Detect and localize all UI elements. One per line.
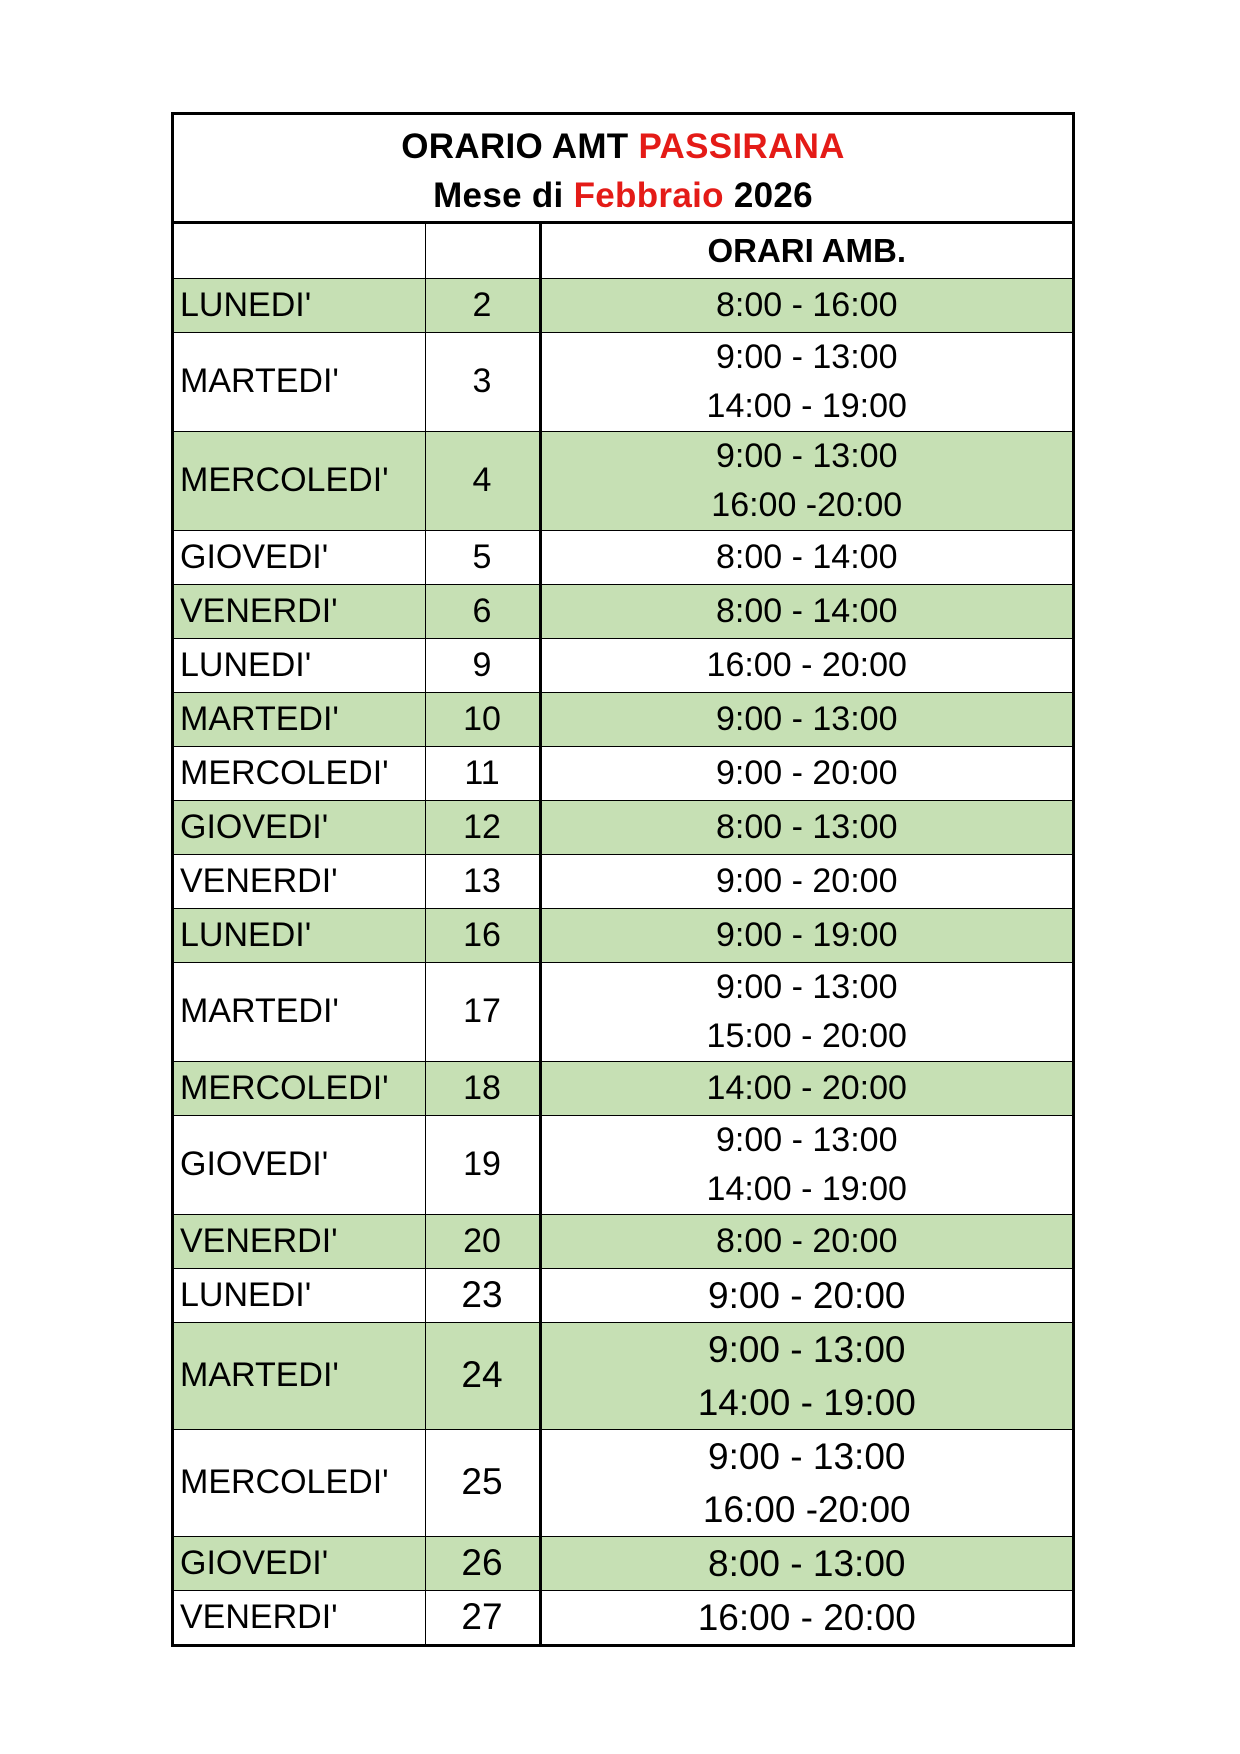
row-date: 11	[425, 746, 540, 800]
row-day: LUNEDI'	[174, 278, 425, 332]
row-day: MERCOLEDI'	[174, 431, 425, 530]
row-date: 9	[425, 638, 540, 692]
time-slot: 9:00 - 13:00	[708, 1328, 906, 1370]
row-day: LUNEDI'	[174, 908, 425, 962]
row-hours	[540, 1268, 1072, 1322]
row-date: 17	[425, 962, 540, 1061]
table-row	[174, 746, 1072, 800]
row-hours	[540, 1429, 1072, 1536]
time-slot: 9:00 - 13:00	[716, 1120, 898, 1159]
table-row	[174, 638, 1072, 692]
time-slot: 14:00 - 19:00	[706, 386, 907, 425]
table-row	[174, 1115, 1072, 1214]
row-hours	[540, 1115, 1072, 1214]
time-slot: 15:00 - 20:00	[706, 1016, 907, 1055]
row-date: 16	[425, 908, 540, 962]
time-slot: 9:00 - 13:00	[716, 699, 898, 738]
row-date: 23	[425, 1268, 540, 1322]
table-row	[174, 1322, 1072, 1429]
row-date: 3	[425, 332, 540, 431]
row-day: MARTEDI'	[174, 1322, 425, 1429]
row-hours	[540, 332, 1072, 431]
time-slot: 9:00 - 20:00	[716, 861, 898, 900]
time-slot: 16:00 -20:00	[702, 1488, 911, 1530]
row-hours	[540, 1590, 1072, 1644]
row-hours	[540, 1214, 1072, 1268]
time-slot: 16:00 - 20:00	[706, 645, 907, 684]
row-hours	[540, 530, 1072, 584]
row-date: 20	[425, 1214, 540, 1268]
table-row	[174, 800, 1072, 854]
time-slot: 9:00 - 13:00	[716, 436, 898, 475]
row-day: GIOVEDI'	[174, 800, 425, 854]
time-slot: 14:00 - 19:00	[706, 1169, 907, 1208]
row-day: VENERDI'	[174, 1590, 425, 1644]
row-date: 2	[425, 278, 540, 332]
table-row	[174, 1061, 1072, 1115]
schedule-sheet	[171, 112, 1075, 1647]
title-line-2	[174, 171, 1072, 221]
table-row	[174, 431, 1072, 530]
time-slot: 8:00 - 13:00	[708, 1542, 906, 1584]
row-day: LUNEDI'	[174, 1268, 425, 1322]
header-hours: ORARI AMB.	[540, 224, 1072, 278]
time-slot: 16:00 -20:00	[711, 485, 903, 524]
row-date: 24	[425, 1322, 540, 1429]
header-row	[174, 224, 1072, 278]
month-prefix: Mese di	[433, 176, 574, 215]
row-day: GIOVEDI'	[174, 1115, 425, 1214]
header-date	[425, 224, 540, 278]
table-row	[174, 692, 1072, 746]
row-date: 18	[425, 1061, 540, 1115]
table-row	[174, 278, 1072, 332]
row-day: MARTEDI'	[174, 962, 425, 1061]
time-slot: 16:00 - 20:00	[697, 1596, 916, 1638]
table-row	[174, 1268, 1072, 1322]
row-hours	[540, 692, 1072, 746]
row-hours	[540, 1061, 1072, 1115]
table-row	[174, 962, 1072, 1061]
row-day: GIOVEDI'	[174, 530, 425, 584]
title-prefix: ORARIO AMT	[401, 127, 639, 166]
row-day: MERCOLEDI'	[174, 1061, 425, 1115]
row-date: 10	[425, 692, 540, 746]
row-date: 19	[425, 1115, 540, 1214]
row-day: VENERDI'	[174, 584, 425, 638]
header-day	[174, 224, 425, 278]
title-block	[174, 115, 1072, 224]
time-slot: 14:00 - 20:00	[706, 1068, 907, 1107]
row-hours	[540, 800, 1072, 854]
row-hours	[540, 962, 1072, 1061]
time-slot: 9:00 - 20:00	[716, 753, 898, 792]
table-row	[174, 908, 1072, 962]
row-hours	[540, 431, 1072, 530]
table-row	[174, 1429, 1072, 1536]
time-slot: 14:00 - 19:00	[697, 1381, 916, 1423]
time-slot: 9:00 - 20:00	[708, 1274, 906, 1316]
time-slot: 8:00 - 16:00	[716, 285, 898, 324]
row-day: VENERDI'	[174, 1214, 425, 1268]
title-line-1	[174, 115, 1072, 171]
row-day: MARTEDI'	[174, 692, 425, 746]
row-day: MERCOLEDI'	[174, 1429, 425, 1536]
row-hours	[540, 278, 1072, 332]
time-slot: 9:00 - 13:00	[708, 1435, 906, 1477]
row-date: 26	[425, 1536, 540, 1590]
table-row	[174, 1536, 1072, 1590]
row-hours	[540, 584, 1072, 638]
row-hours	[540, 638, 1072, 692]
title-location: PASSIRANA	[638, 127, 845, 166]
row-date: 4	[425, 431, 540, 530]
row-hours	[540, 746, 1072, 800]
row-day: LUNEDI'	[174, 638, 425, 692]
time-slot: 8:00 - 14:00	[716, 537, 898, 576]
row-date: 5	[425, 530, 540, 584]
schedule-table	[174, 224, 1072, 1644]
row-day: MARTEDI'	[174, 332, 425, 431]
table-row	[174, 854, 1072, 908]
time-slot: 9:00 - 13:00	[716, 967, 898, 1006]
time-slot: 9:00 - 13:00	[716, 337, 898, 376]
row-day: MERCOLEDI'	[174, 746, 425, 800]
row-hours	[540, 908, 1072, 962]
year: 2026	[723, 176, 813, 215]
time-slot: 8:00 - 14:00	[716, 591, 898, 630]
row-date: 27	[425, 1590, 540, 1644]
row-date: 12	[425, 800, 540, 854]
table-row	[174, 530, 1072, 584]
row-date: 13	[425, 854, 540, 908]
table-row	[174, 1590, 1072, 1644]
time-slot: 8:00 - 20:00	[716, 1221, 898, 1260]
row-day: GIOVEDI'	[174, 1536, 425, 1590]
row-day: VENERDI'	[174, 854, 425, 908]
time-slot: 9:00 - 19:00	[716, 915, 898, 954]
row-hours	[540, 1322, 1072, 1429]
table-row	[174, 332, 1072, 431]
row-hours	[540, 854, 1072, 908]
row-date: 6	[425, 584, 540, 638]
table-row	[174, 1214, 1072, 1268]
table-row	[174, 584, 1072, 638]
time-slot: 8:00 - 13:00	[716, 807, 898, 846]
month-name: Febbraio	[573, 176, 724, 215]
row-date: 25	[425, 1429, 540, 1536]
row-hours	[540, 1536, 1072, 1590]
